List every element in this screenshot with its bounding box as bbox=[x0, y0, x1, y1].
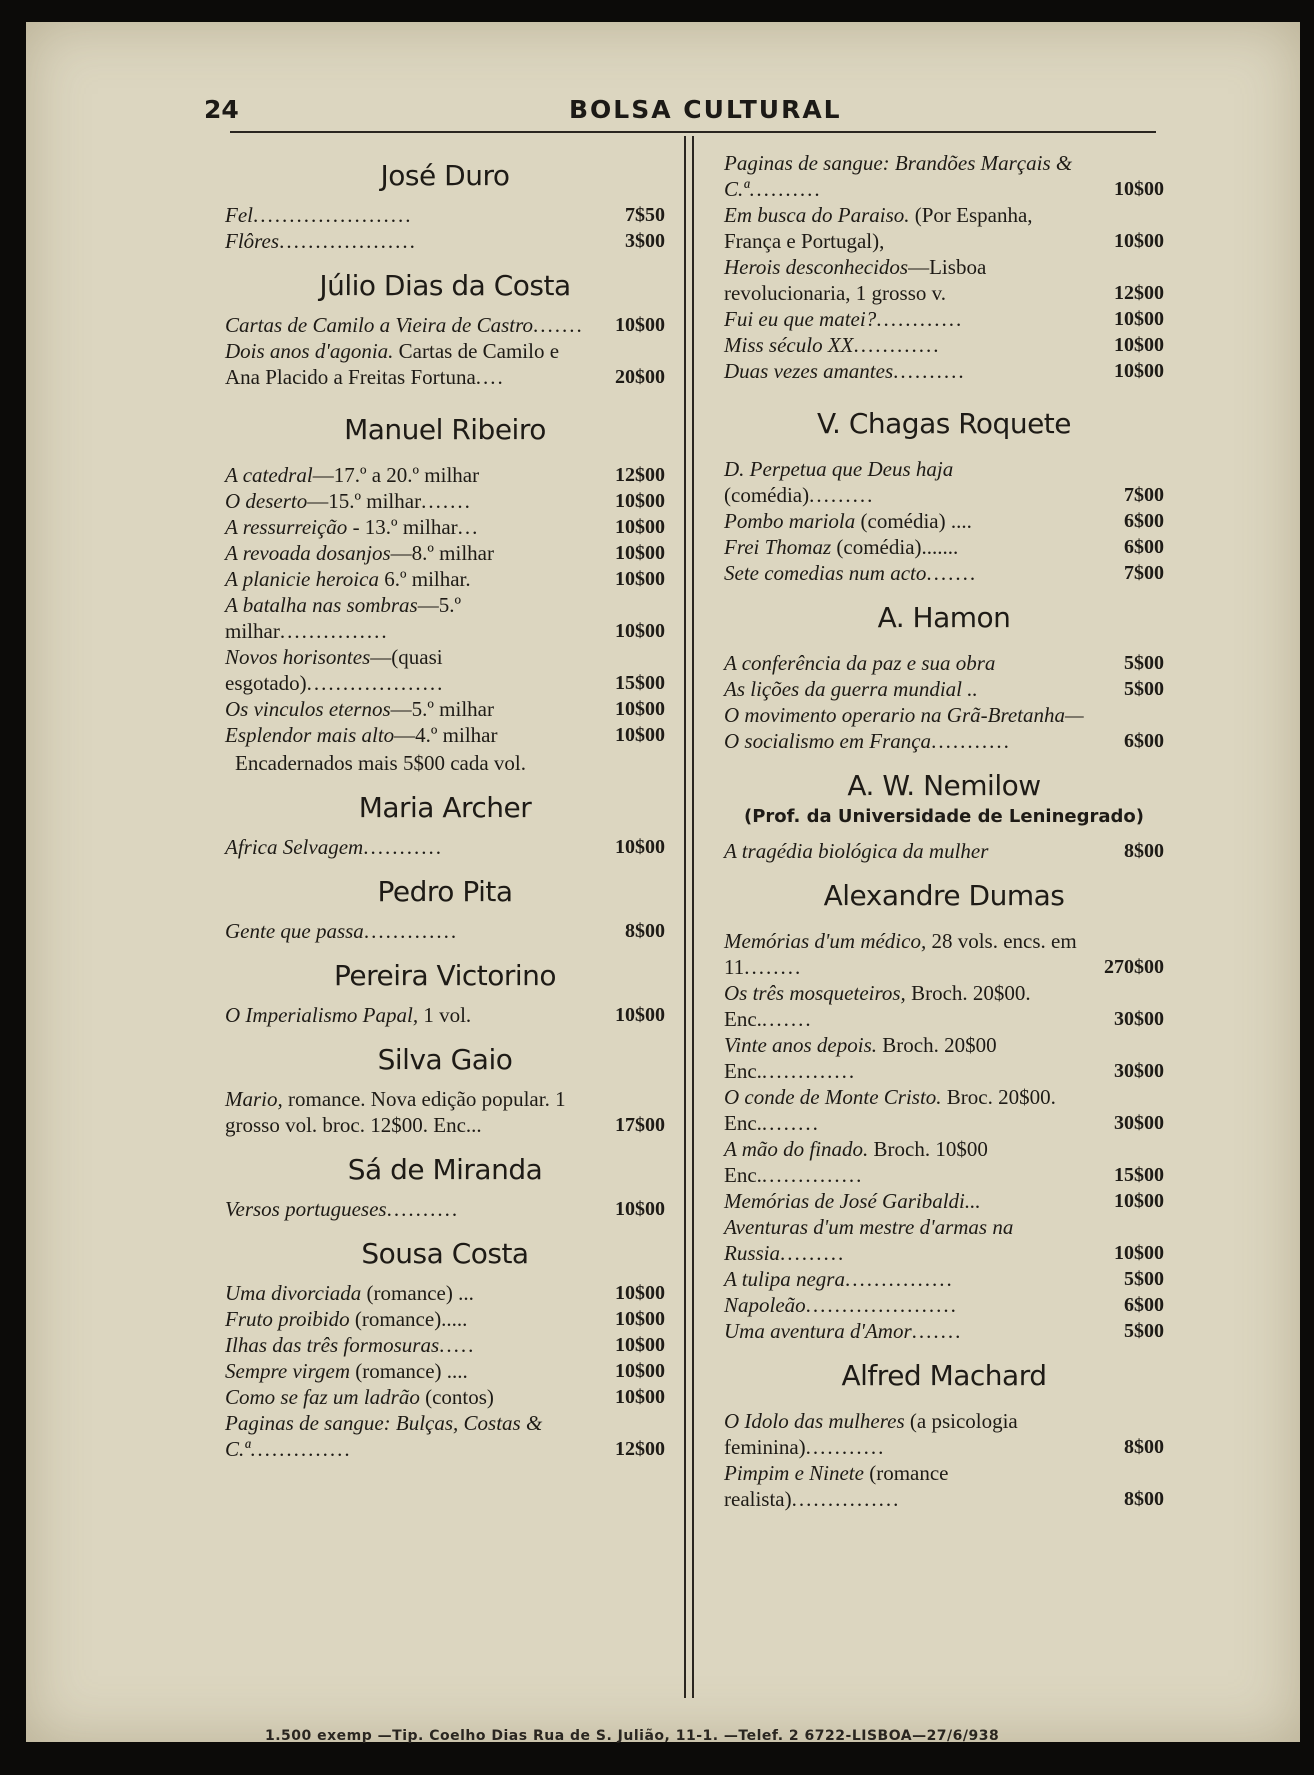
entry-title: D. Perpetua que Deus haja bbox=[724, 457, 954, 481]
entry-title: Os três mosqueteiros, bbox=[724, 981, 906, 1005]
catalog-entry: Duas vezes amantes.......... 10$00 bbox=[724, 359, 1164, 383]
binding-note: Encadernados mais 5$00 cada vol. bbox=[235, 751, 526, 775]
entry-price: 10$00 bbox=[1114, 178, 1164, 200]
catalog-entry: O conde de Monte Cristo. Broc. 20$00. Enc......... 30$00 bbox=[724, 1085, 1164, 1135]
catalog-entry bbox=[225, 1384, 665, 1410]
page-number: 24 bbox=[204, 95, 239, 124]
entry-detail: Broc. 20$00. Enc. bbox=[724, 1085, 1056, 1135]
author-heading: Manuel Ribeiro bbox=[344, 413, 546, 446]
entry-price: 10$00 bbox=[1114, 334, 1164, 356]
entry-detail: Broch. 20$00 Enc. bbox=[724, 1033, 997, 1083]
entry-title: Herois desconhecidos bbox=[724, 255, 909, 279]
catalog-entry: Fel...................... 7$50 bbox=[225, 203, 665, 227]
catalog-entry: Cartas de Camilo a Vieira de Castro....... 10$00 bbox=[225, 313, 665, 337]
entry-title: Frei Thomaz bbox=[724, 535, 832, 559]
entry-price: 12$00 bbox=[1114, 282, 1164, 304]
entry-price: 10$00 bbox=[615, 724, 665, 746]
catalog-entry: Paginas de sangue: Bulças, Costas & C.ª.............. 12$00 bbox=[225, 1411, 665, 1461]
entry-title: Pombo mariola bbox=[724, 509, 856, 533]
author-heading: Sousa Costa bbox=[361, 1237, 529, 1270]
entry-title: Em busca do Paraiso. bbox=[724, 203, 910, 227]
page-header bbox=[204, 95, 1154, 127]
entry-title: Napoleão bbox=[724, 1293, 806, 1317]
entry-price: 30$00 bbox=[1114, 1008, 1164, 1030]
entry-title: Uma divorciada bbox=[225, 1281, 362, 1305]
entry-detail: 1 vol. bbox=[418, 1003, 472, 1027]
entry-price: 5$00 bbox=[1124, 652, 1164, 674]
entry-title: A mão do finado. bbox=[724, 1137, 869, 1161]
entry-detail: —4.º milhar bbox=[394, 723, 498, 747]
entry-detail: Broch. 20$00. Enc. bbox=[724, 981, 1031, 1031]
entry-price: 7$00 bbox=[1124, 562, 1164, 584]
entry-price: 10$00 bbox=[615, 1004, 665, 1026]
catalog-entry: Novos horisontes—(quasi esgotado)................... 15$00 bbox=[225, 645, 665, 695]
entry-detail: —15.º milhar bbox=[307, 489, 422, 513]
author-heading: V. Chagas Roquete bbox=[817, 407, 1071, 440]
catalog-entry: O movimento operario na Grã-Bretanha—O socialismo em França........... 6$00 bbox=[724, 703, 1164, 753]
column-divider bbox=[684, 136, 694, 1698]
entry-price: 5$00 bbox=[1124, 1320, 1164, 1342]
entry-detail: 6.º milhar. bbox=[378, 567, 471, 591]
entry-title: O Idolo das mulheres bbox=[724, 1409, 905, 1433]
entry-title: A tulipa negra bbox=[724, 1267, 845, 1291]
entry-title: Novos horisontes bbox=[225, 645, 371, 669]
catalog-entry: A batalha nas sombras—5.º milhar............... 10$00 bbox=[225, 593, 665, 643]
catalog-entry: Fui eu que matei?............ 10$00 bbox=[724, 307, 1164, 331]
catalog-entry bbox=[724, 650, 1164, 676]
entry-price: 12$00 bbox=[615, 1438, 665, 1460]
entry-price: 6$00 bbox=[1124, 730, 1164, 752]
catalog-entry bbox=[724, 508, 1164, 534]
catalog-entry: A mão do finado. Broch. 10$00 Enc............... 15$00 bbox=[724, 1137, 1164, 1187]
entry-title: Ilhas das três formosuras bbox=[225, 1333, 440, 1357]
entry-title: Como se faz um ladrão bbox=[225, 1385, 420, 1409]
entry-price: 270$00 bbox=[1104, 956, 1164, 978]
entry-title: Fruto proibido bbox=[225, 1307, 350, 1331]
entry-title: Gente que passa bbox=[225, 919, 364, 943]
entry-price: 10$00 bbox=[1114, 360, 1164, 382]
entry-detail: romance. Nova edição popular. 1 grosso vol. broc. 12$00. Enc... bbox=[225, 1087, 566, 1137]
entry-price: 10$00 bbox=[615, 1360, 665, 1382]
entry-price: 12$00 bbox=[615, 464, 665, 486]
catalog-entry: O Idolo das mulheres (a psicologia feminina)........... 8$00 bbox=[724, 1409, 1164, 1459]
catalog-entry bbox=[225, 722, 665, 748]
author-affiliation: (Prof. da Universidade de Leninegrado) bbox=[743, 806, 1145, 827]
catalog-entry: Gente que passa............. 8$00 bbox=[225, 919, 665, 943]
entry-title: Dois anos d'agonia. bbox=[225, 339, 394, 363]
entry-price: 10$00 bbox=[615, 1386, 665, 1408]
author-heading: A. Hamon bbox=[877, 601, 1011, 634]
entry-title: Cartas de Camilo a Vieira de Castro bbox=[225, 313, 534, 337]
entry-detail: (comédia) .... bbox=[855, 509, 972, 533]
catalog-entry: A ressurreição - 13.º milhar... 10$00 bbox=[225, 515, 665, 539]
entry-title: O deserto bbox=[225, 489, 308, 513]
entry-detail: (romance) ... bbox=[361, 1281, 474, 1305]
entry-title: Paginas de sangue: Brandões Marçais & C.ª bbox=[724, 151, 1073, 201]
catalog-entry bbox=[225, 540, 665, 566]
entry-price: 5$00 bbox=[1124, 678, 1164, 700]
entry-title: A batalha nas sombras bbox=[225, 593, 418, 617]
entry-title: A catedral bbox=[225, 463, 313, 487]
author-heading: Silva Gaio bbox=[377, 1043, 513, 1076]
catalog-entry bbox=[724, 534, 1164, 560]
entry-price: 10$00 bbox=[1114, 308, 1164, 330]
page-title: BOLSA CULTURAL bbox=[569, 95, 842, 124]
catalog-entry bbox=[225, 1086, 665, 1138]
entry-detail: —5.º milhar bbox=[390, 697, 494, 721]
catalog-entry bbox=[724, 838, 1164, 864]
entry-price: 7$50 bbox=[625, 204, 665, 226]
catalog-entry: Ilhas das três formosuras..... 10$00 bbox=[225, 1333, 665, 1357]
entry-price: 10$00 bbox=[1114, 1242, 1164, 1264]
catalog-entry bbox=[225, 1280, 665, 1306]
entry-price: 8$00 bbox=[1124, 1488, 1164, 1510]
entry-price: 10$00 bbox=[615, 620, 665, 642]
catalog-entry: Napoleão..................... 6$00 bbox=[724, 1293, 1164, 1317]
entry-price: 10$00 bbox=[615, 542, 665, 564]
catalog-entry: Uma aventura d'Amor....... 5$00 bbox=[724, 1319, 1164, 1343]
entry-title: As lições da guerra mundial .. bbox=[724, 677, 978, 701]
catalog-entry: Flôres................... 3$00 bbox=[225, 229, 665, 253]
entry-price: 7$00 bbox=[1124, 484, 1164, 506]
entry-title: Sete comedias num acto bbox=[724, 561, 927, 585]
entry-detail: (contos) bbox=[419, 1385, 494, 1409]
entry-price: 3$00 bbox=[625, 230, 665, 252]
entry-price: 20$00 bbox=[615, 366, 665, 388]
entry-title: Os vinculos eternos bbox=[225, 697, 391, 721]
author-heading: Pereira Victorino bbox=[333, 959, 557, 992]
entry-detail: Cartas de Camilo e Ana Placido a Freitas Fortuna bbox=[225, 339, 560, 389]
author-heading: Pedro Pita bbox=[377, 875, 513, 908]
entry-title: Miss século XX bbox=[724, 333, 854, 357]
entry-title: Pimpim e Ninete bbox=[724, 1461, 864, 1485]
entry-title: Sempre virgem bbox=[225, 1359, 350, 1383]
author-heading: Alexandre Dumas bbox=[823, 879, 1065, 912]
entry-price: 8$00 bbox=[1124, 1436, 1164, 1458]
right-column bbox=[724, 150, 1164, 1512]
entry-title: Vinte anos depois. bbox=[724, 1033, 878, 1057]
entry-price: 10$00 bbox=[1114, 230, 1164, 252]
entry-detail: (romance)..... bbox=[349, 1307, 468, 1331]
entry-detail: —5.º milhar bbox=[225, 593, 461, 643]
entry-detail: —8.º milhar bbox=[390, 541, 495, 565]
entry-detail: (romance realista) bbox=[724, 1461, 949, 1511]
entry-title: Fui eu que matei? bbox=[724, 307, 877, 331]
entry-title: Africa Selvagem bbox=[225, 835, 364, 859]
catalog-entry: Paginas de sangue: Brandões Marçais & C.ª.......... 10$00 bbox=[724, 151, 1164, 201]
author-heading: José Duro bbox=[380, 159, 510, 192]
entry-detail: —17.º a 20.º milhar bbox=[312, 463, 480, 487]
entry-price: 10$00 bbox=[1114, 1190, 1164, 1212]
catalog-entry bbox=[225, 696, 665, 722]
catalog-entry bbox=[724, 202, 1164, 254]
entry-title: A conferência da paz e sua obra bbox=[724, 651, 996, 675]
entry-title: Aventuras d'um mestre d'armas na Russia bbox=[724, 1215, 1014, 1265]
entry-price: 6$00 bbox=[1124, 510, 1164, 532]
catalog-entry bbox=[724, 1188, 1164, 1214]
entry-detail: —Lisboa revolucionaria, 1 grosso v. bbox=[724, 255, 987, 305]
entry-price: 10$00 bbox=[615, 1334, 665, 1356]
entry-title: Esplendor mais alto bbox=[225, 723, 395, 747]
left-column bbox=[225, 150, 665, 1462]
catalog-entry: Miss século XX............ 10$00 bbox=[724, 333, 1164, 357]
entry-detail: Broch. 10$00 Enc. bbox=[724, 1137, 988, 1187]
entry-price: 15$00 bbox=[615, 672, 665, 694]
entry-price: 10$00 bbox=[615, 1198, 665, 1220]
entry-title: Flôres bbox=[225, 229, 280, 253]
catalog-entry: A tulipa negra............... 5$00 bbox=[724, 1267, 1164, 1291]
catalog-entry: D. Perpetua que Deus haja (comédia)......... 7$00 bbox=[724, 457, 1164, 507]
entry-price: 10$00 bbox=[615, 698, 665, 720]
entry-price: 10$00 bbox=[615, 836, 665, 858]
catalog-entry: Dois anos d'agonia. Cartas de Camilo e Ana Placido a Freitas Fortuna.... 20$00 bbox=[225, 339, 665, 389]
entry-price: 10$00 bbox=[615, 1282, 665, 1304]
catalog-entry bbox=[225, 1306, 665, 1332]
entry-title: A tragédia biológica da mulher bbox=[724, 839, 989, 863]
entry-detail: (romance) .... bbox=[350, 1359, 468, 1383]
entry-price: 8$00 bbox=[1124, 840, 1164, 862]
entry-title: O Imperialismo Papal, bbox=[225, 1003, 419, 1027]
author-heading: Júlio Dias da Costa bbox=[319, 269, 571, 302]
catalog-entry: Memórias d'um médico, 28 vols. encs. em 11........ 270$00 bbox=[724, 929, 1164, 979]
catalog-entry: Pimpim e Ninete (romance realista)............... 8$00 bbox=[724, 1461, 1164, 1511]
entry-detail: (a psicologia feminina) bbox=[724, 1409, 1018, 1459]
entry-title: Memórias d'um médico, bbox=[724, 929, 927, 953]
entry-detail: (Por Espanha, França e Portugal), bbox=[724, 203, 1033, 253]
author-heading: A. W. Nemilow bbox=[847, 769, 1041, 802]
entry-price: 15$00 bbox=[1114, 1164, 1164, 1186]
catalog-entry: Vinte anos depois. Broch. 20$00 Enc.............. 30$00 bbox=[724, 1033, 1164, 1083]
author-heading: Maria Archer bbox=[358, 791, 532, 824]
entry-title: Duas vezes amantes bbox=[724, 359, 894, 383]
catalog-entry bbox=[225, 1358, 665, 1384]
entry-title: A ressurreição bbox=[225, 515, 348, 539]
entry-price: 10$00 bbox=[615, 314, 665, 336]
catalog-entry: Africa Selvagem........... 10$00 bbox=[225, 835, 665, 859]
entry-detail: (comédia)....... bbox=[831, 535, 959, 559]
entry-title: Uma aventura d'Amor bbox=[724, 1319, 912, 1343]
entry-price: 30$00 bbox=[1114, 1060, 1164, 1082]
catalog-entry bbox=[225, 1002, 665, 1028]
entry-price: 30$00 bbox=[1114, 1112, 1164, 1134]
catalog-entry: Sete comedias num acto....... 7$00 bbox=[724, 561, 1164, 585]
entry-title: A revoada dosanjos bbox=[225, 541, 391, 565]
entry-detail: - 13.º milhar bbox=[347, 515, 458, 539]
entry-price: 10$00 bbox=[615, 568, 665, 590]
author-heading: Sá de Miranda bbox=[347, 1153, 543, 1186]
author-heading: Alfred Machard bbox=[841, 1359, 1047, 1392]
entry-price: 6$00 bbox=[1124, 1294, 1164, 1316]
entry-detail: (comédia) bbox=[724, 483, 810, 507]
catalog-entry bbox=[724, 676, 1164, 702]
header-rule bbox=[230, 131, 1156, 133]
entry-price: 5$00 bbox=[1124, 1268, 1164, 1290]
entry-title: Memórias de José Garibaldi... bbox=[724, 1189, 981, 1213]
entry-price: 8$00 bbox=[625, 920, 665, 942]
entry-detail: —(quasi esgotado) bbox=[225, 645, 443, 695]
entry-price: 10$00 bbox=[615, 516, 665, 538]
entry-title: A planicie heroica bbox=[225, 567, 379, 591]
entry-title: O movimento operario na Grã-Bretanha—O socialismo em França bbox=[724, 703, 1084, 753]
catalog-entry bbox=[225, 462, 665, 488]
entry-detail: 28 vols. encs. em 11 bbox=[724, 929, 1077, 979]
catalog-entry: Os três mosqueteiros, Broch. 20$00. Enc........ 30$00 bbox=[724, 981, 1164, 1031]
entry-price: 10$00 bbox=[615, 490, 665, 512]
entry-title: Mario, bbox=[225, 1087, 283, 1111]
entry-title: Fel bbox=[225, 203, 253, 227]
catalog-entry: Versos portugueses.......... 10$00 bbox=[225, 1197, 665, 1221]
entry-title: Versos portugueses bbox=[225, 1197, 387, 1221]
catalog-entry: O deserto—15.º milhar....... 10$00 bbox=[225, 489, 665, 513]
catalog-entry: Aventuras d'um mestre d'armas na Russia......... 10$00 bbox=[724, 1215, 1164, 1265]
entry-price: 6$00 bbox=[1124, 536, 1164, 558]
printer-footer: 1.500 exemp —Tip. Coelho Dias Rua de S. Julião, 11-1. —Telef. 2 6722-LISBOA—27/6/938 bbox=[265, 1728, 1000, 1744]
entry-title: Paginas de sangue: Bulças, Costas & C.ª bbox=[225, 1411, 543, 1461]
entry-price: 17$00 bbox=[615, 1114, 665, 1136]
entry-price: 10$00 bbox=[615, 1308, 665, 1330]
catalog-entry bbox=[225, 566, 665, 592]
entry-title: O conde de Monte Cristo. bbox=[724, 1085, 942, 1109]
catalog-entry bbox=[724, 254, 1164, 306]
